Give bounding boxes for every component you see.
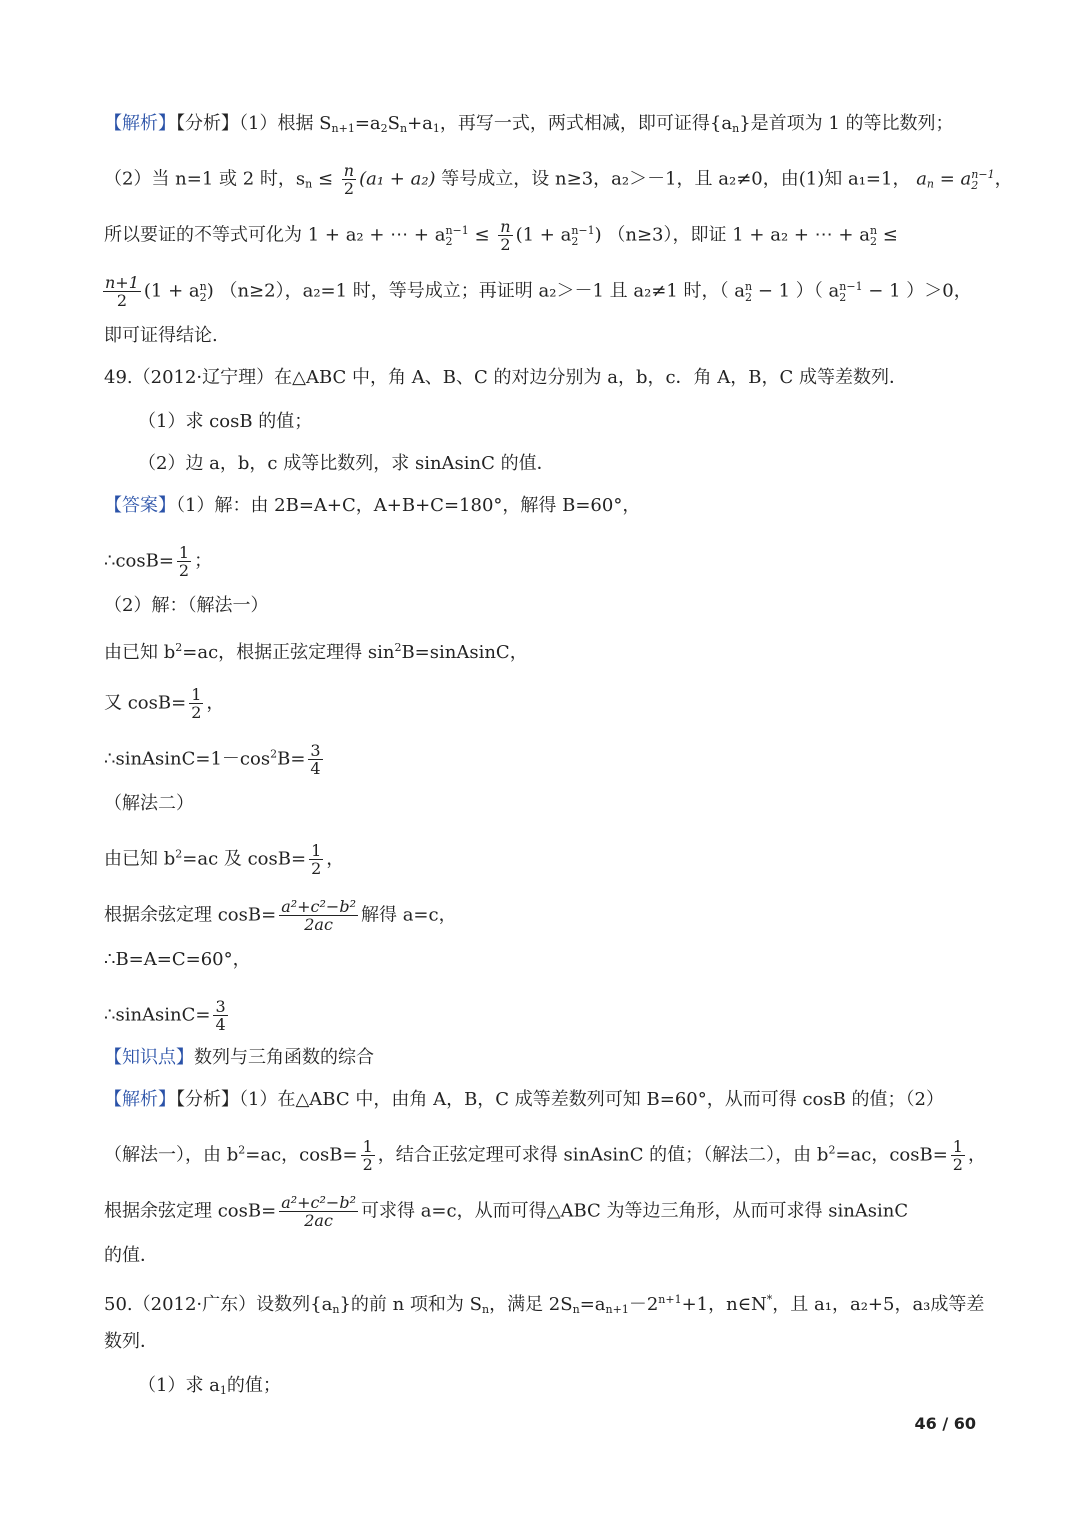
text: 又 cosB= [104, 692, 187, 714]
question-49-part2: （2）边 a，b，c 成等比数列，求 sinAsinC 的值． [138, 453, 555, 474]
numerator: 1 [952, 1137, 963, 1156]
question-50-line-1 [104, 1288, 984, 1322]
denominator: 2 [116, 291, 128, 310]
analysis2-line-3 [104, 1194, 908, 1229]
text: =ac，根据正弦定理得 sin [182, 642, 395, 663]
analysis2-line-2 [104, 1138, 986, 1173]
question-50-part1 [138, 1374, 281, 1403]
sup: 2 [238, 1143, 246, 1157]
text: ， [967, 1144, 986, 1166]
tag-fenxi: 【分析】 [176, 113, 239, 134]
numerator: 3 [310, 741, 321, 760]
sup: n+1 [658, 1293, 682, 1306]
numerator: a²+c²−b² [281, 897, 356, 916]
sub: n [732, 122, 740, 135]
text: +a [407, 113, 433, 134]
text: （1）根据 S [239, 113, 332, 134]
sub: n+1 [331, 122, 355, 135]
sub: n [305, 177, 313, 191]
text: （解法一），由 b [104, 1144, 239, 1166]
numerator: n [343, 161, 355, 180]
text: ， [206, 692, 225, 714]
text: B= [277, 748, 306, 770]
text: ∴cosB= [104, 550, 174, 572]
analysis-line-4 [100, 274, 972, 309]
text: ； [194, 550, 213, 572]
sup: * [766, 1293, 773, 1306]
tag-fenxi: 【分析】 [176, 1089, 239, 1110]
text: =ac，cosB= [835, 1144, 948, 1166]
text: （1）解：由 2B=A+C，A+B+C=180°，解得 B=60°， [176, 495, 641, 516]
math: a [916, 168, 927, 190]
numerator: a²+c²−b² [281, 1193, 356, 1212]
text: 由已知 b [104, 848, 176, 870]
text: 等号成立，设 n≥3，a₂＞－1，且 a₂≠0，由(1)知 a₁=1， [441, 168, 911, 190]
numerator: 1 [191, 685, 202, 704]
sub: n [481, 1303, 490, 1316]
text: ，满足 2S [489, 1294, 573, 1315]
sup: 2 [175, 847, 183, 861]
question-50-line-2: 数列． [104, 1331, 158, 1352]
fraction [342, 162, 356, 197]
sub: n [332, 1303, 340, 1316]
analysis-line-5: 即可证得结论. [104, 325, 218, 346]
sup: 2 [828, 1143, 836, 1157]
text: (1 + a [143, 280, 200, 302]
fraction [951, 1138, 965, 1173]
sup: n−1 [839, 279, 863, 293]
sub: 1 [432, 122, 440, 135]
answer-line-6 [104, 742, 326, 777]
text: 数列与三角函数的综合 [194, 1047, 374, 1068]
sup: 2 [394, 641, 402, 654]
sup: n−1 [971, 167, 995, 181]
text: 由已知 b [104, 642, 176, 663]
sub: 2 [445, 234, 453, 248]
text: S [387, 113, 400, 134]
text: ≤ [312, 168, 339, 190]
supsub [445, 225, 468, 247]
fraction [177, 544, 191, 579]
text: }是首项为 1 的等比数列； [739, 113, 954, 134]
text: －2 [628, 1294, 659, 1315]
fraction [103, 274, 141, 309]
fraction [213, 998, 227, 1033]
sub: n [400, 122, 408, 135]
denominator: 2 [362, 1155, 373, 1174]
sub: 2 [571, 234, 579, 248]
text: ∴sinAsinC= [104, 1004, 211, 1026]
text: 可求得 a=c，从而可得△ABC 为等边三角形，从而可求得 sinAsinC [360, 1200, 909, 1222]
sub: n [926, 177, 935, 191]
text: B=sinAsinC， [401, 642, 528, 663]
answer-line-10: ∴B=A=C=60°， [104, 949, 251, 970]
text: ≤ [877, 224, 898, 246]
denominator: 2ac [304, 915, 333, 934]
numerator: 1 [178, 543, 190, 562]
text: − 1 ）＞0， [862, 280, 972, 302]
page-number: 46 / 60 [914, 1414, 976, 1433]
question-49-part1: （1）求 cosB 的值； [138, 411, 313, 432]
knowledge-line [104, 1046, 374, 1070]
sub: 2 [199, 290, 207, 304]
answer-line-3: （2）解：（解法一） [104, 595, 269, 616]
text: 解得 a=c， [360, 904, 457, 926]
text: ，结合正弦定理可求得 sinAsinC 的值；（解法二），由 b [377, 1144, 829, 1166]
text: （1）在△ABC 中，由角 A，B，C 成等差数列可知 B=60°，从而可得 cosB 的值；（2） [239, 1089, 945, 1110]
analysis2-line-4: 的值． [104, 1245, 158, 1266]
text: （2）当 n=1 或 2 时，s [104, 168, 306, 190]
answer-line-2 [104, 544, 212, 579]
denominator: 2 [178, 561, 190, 580]
answer-line-9 [104, 898, 457, 933]
text: ) （n≥2），a₂=1 时，等号成立；再证明 a₂＞－1 且 a₂≠1 时，（ a [206, 280, 746, 302]
fraction [189, 686, 203, 721]
fraction [308, 742, 322, 777]
text: =ac，cosB= [245, 1144, 358, 1166]
analysis2-line-1 [104, 1088, 944, 1112]
answer-line-8 [104, 842, 344, 877]
fraction [361, 1138, 375, 1173]
analysis-line-1 [104, 112, 954, 141]
denominator: 2 [343, 179, 355, 198]
sub: 2 [869, 234, 877, 248]
sup: n [745, 279, 753, 293]
text: =a [579, 1294, 606, 1315]
text: 根据余弦定理 cosB= [104, 904, 277, 926]
text: 所以要证的不等式可化为 1 + a₂ + ⋯ + a [104, 224, 446, 246]
answer-line-11 [104, 998, 231, 1033]
sub: n [572, 1303, 580, 1316]
text: − 1 ）（ a [752, 280, 840, 302]
sup: n−1 [445, 223, 469, 237]
text: (1 + a [515, 224, 572, 246]
question-49-title: 49.（2012·辽宁理）在△ABC 中，角 A、B、C 的对边分别为 a，b，c．角 A，B，C 成等差数列． [104, 367, 907, 388]
math: = a [934, 168, 972, 190]
text: （1）求 a [138, 1375, 220, 1396]
sup: 2 [270, 747, 278, 761]
sup: 2 [175, 641, 183, 654]
numerator: n [500, 217, 511, 236]
text: 根据余弦定理 cosB= [104, 1200, 277, 1222]
sup: n [199, 279, 207, 293]
supsub [571, 225, 594, 247]
text: ，且 a₁，a₂+5，a₃成等差 [772, 1294, 985, 1315]
sub: 2 [745, 290, 753, 304]
fraction [309, 842, 323, 877]
numerator: 3 [215, 997, 226, 1016]
fraction [498, 218, 512, 253]
text: ， [326, 848, 345, 870]
math: (a₁ + a₂) [359, 168, 436, 190]
text: +1，n∈N [681, 1294, 767, 1315]
sub: 2 [971, 178, 979, 192]
supsub [971, 169, 994, 191]
sub: 1 [219, 1384, 227, 1397]
numerator: 1 [362, 1137, 373, 1156]
text: ∴sinAsinC=1－cos [104, 748, 271, 770]
answer-line-4 [104, 636, 528, 665]
fraction [279, 898, 358, 933]
text: ，再写一式，两式相减，即可证得{a [439, 113, 733, 134]
tag-jiexi: 【解析】 [104, 1089, 176, 1110]
text: 的值； [226, 1375, 281, 1396]
numerator: n+1 [105, 273, 139, 292]
analysis-line-2 [104, 162, 1013, 197]
denominator: 2 [191, 703, 202, 722]
sub: 2 [380, 122, 388, 135]
supsub [200, 281, 207, 303]
tag-knowledge: 【知识点】 [104, 1047, 194, 1068]
text: ， [994, 168, 1013, 190]
sup: n [869, 223, 878, 237]
text: =a [354, 113, 381, 134]
text: 50.（2012·广东）设数列{a [104, 1294, 333, 1315]
denominator: 4 [215, 1015, 226, 1034]
text: ) （n≥3），即证 1 + a₂ + ⋯ + a [594, 224, 870, 246]
text: }的前 n 项和为 S [339, 1294, 482, 1315]
denominator: 2ac [304, 1211, 333, 1230]
analysis-line-3 [104, 218, 898, 253]
answer-line-1 [104, 494, 640, 518]
sup: n−1 [571, 223, 595, 237]
tag-jiexi: 【解析】 [104, 113, 176, 134]
denominator: 4 [310, 759, 321, 778]
supsub [870, 225, 877, 247]
answer-line-5 [104, 686, 224, 721]
answer-line-7: （解法二） [104, 793, 194, 814]
text: =ac 及 cosB= [182, 848, 307, 870]
numerator: 1 [311, 841, 322, 860]
denominator: 2 [952, 1155, 963, 1174]
text: ≤ [468, 224, 496, 246]
supsub [839, 281, 862, 303]
denominator: 2 [500, 235, 511, 254]
sub: n+1 [605, 1303, 629, 1316]
sub: 2 [839, 290, 847, 304]
fraction [279, 1194, 358, 1229]
denominator: 2 [311, 859, 322, 878]
tag-answer: 【答案】 [104, 495, 176, 516]
